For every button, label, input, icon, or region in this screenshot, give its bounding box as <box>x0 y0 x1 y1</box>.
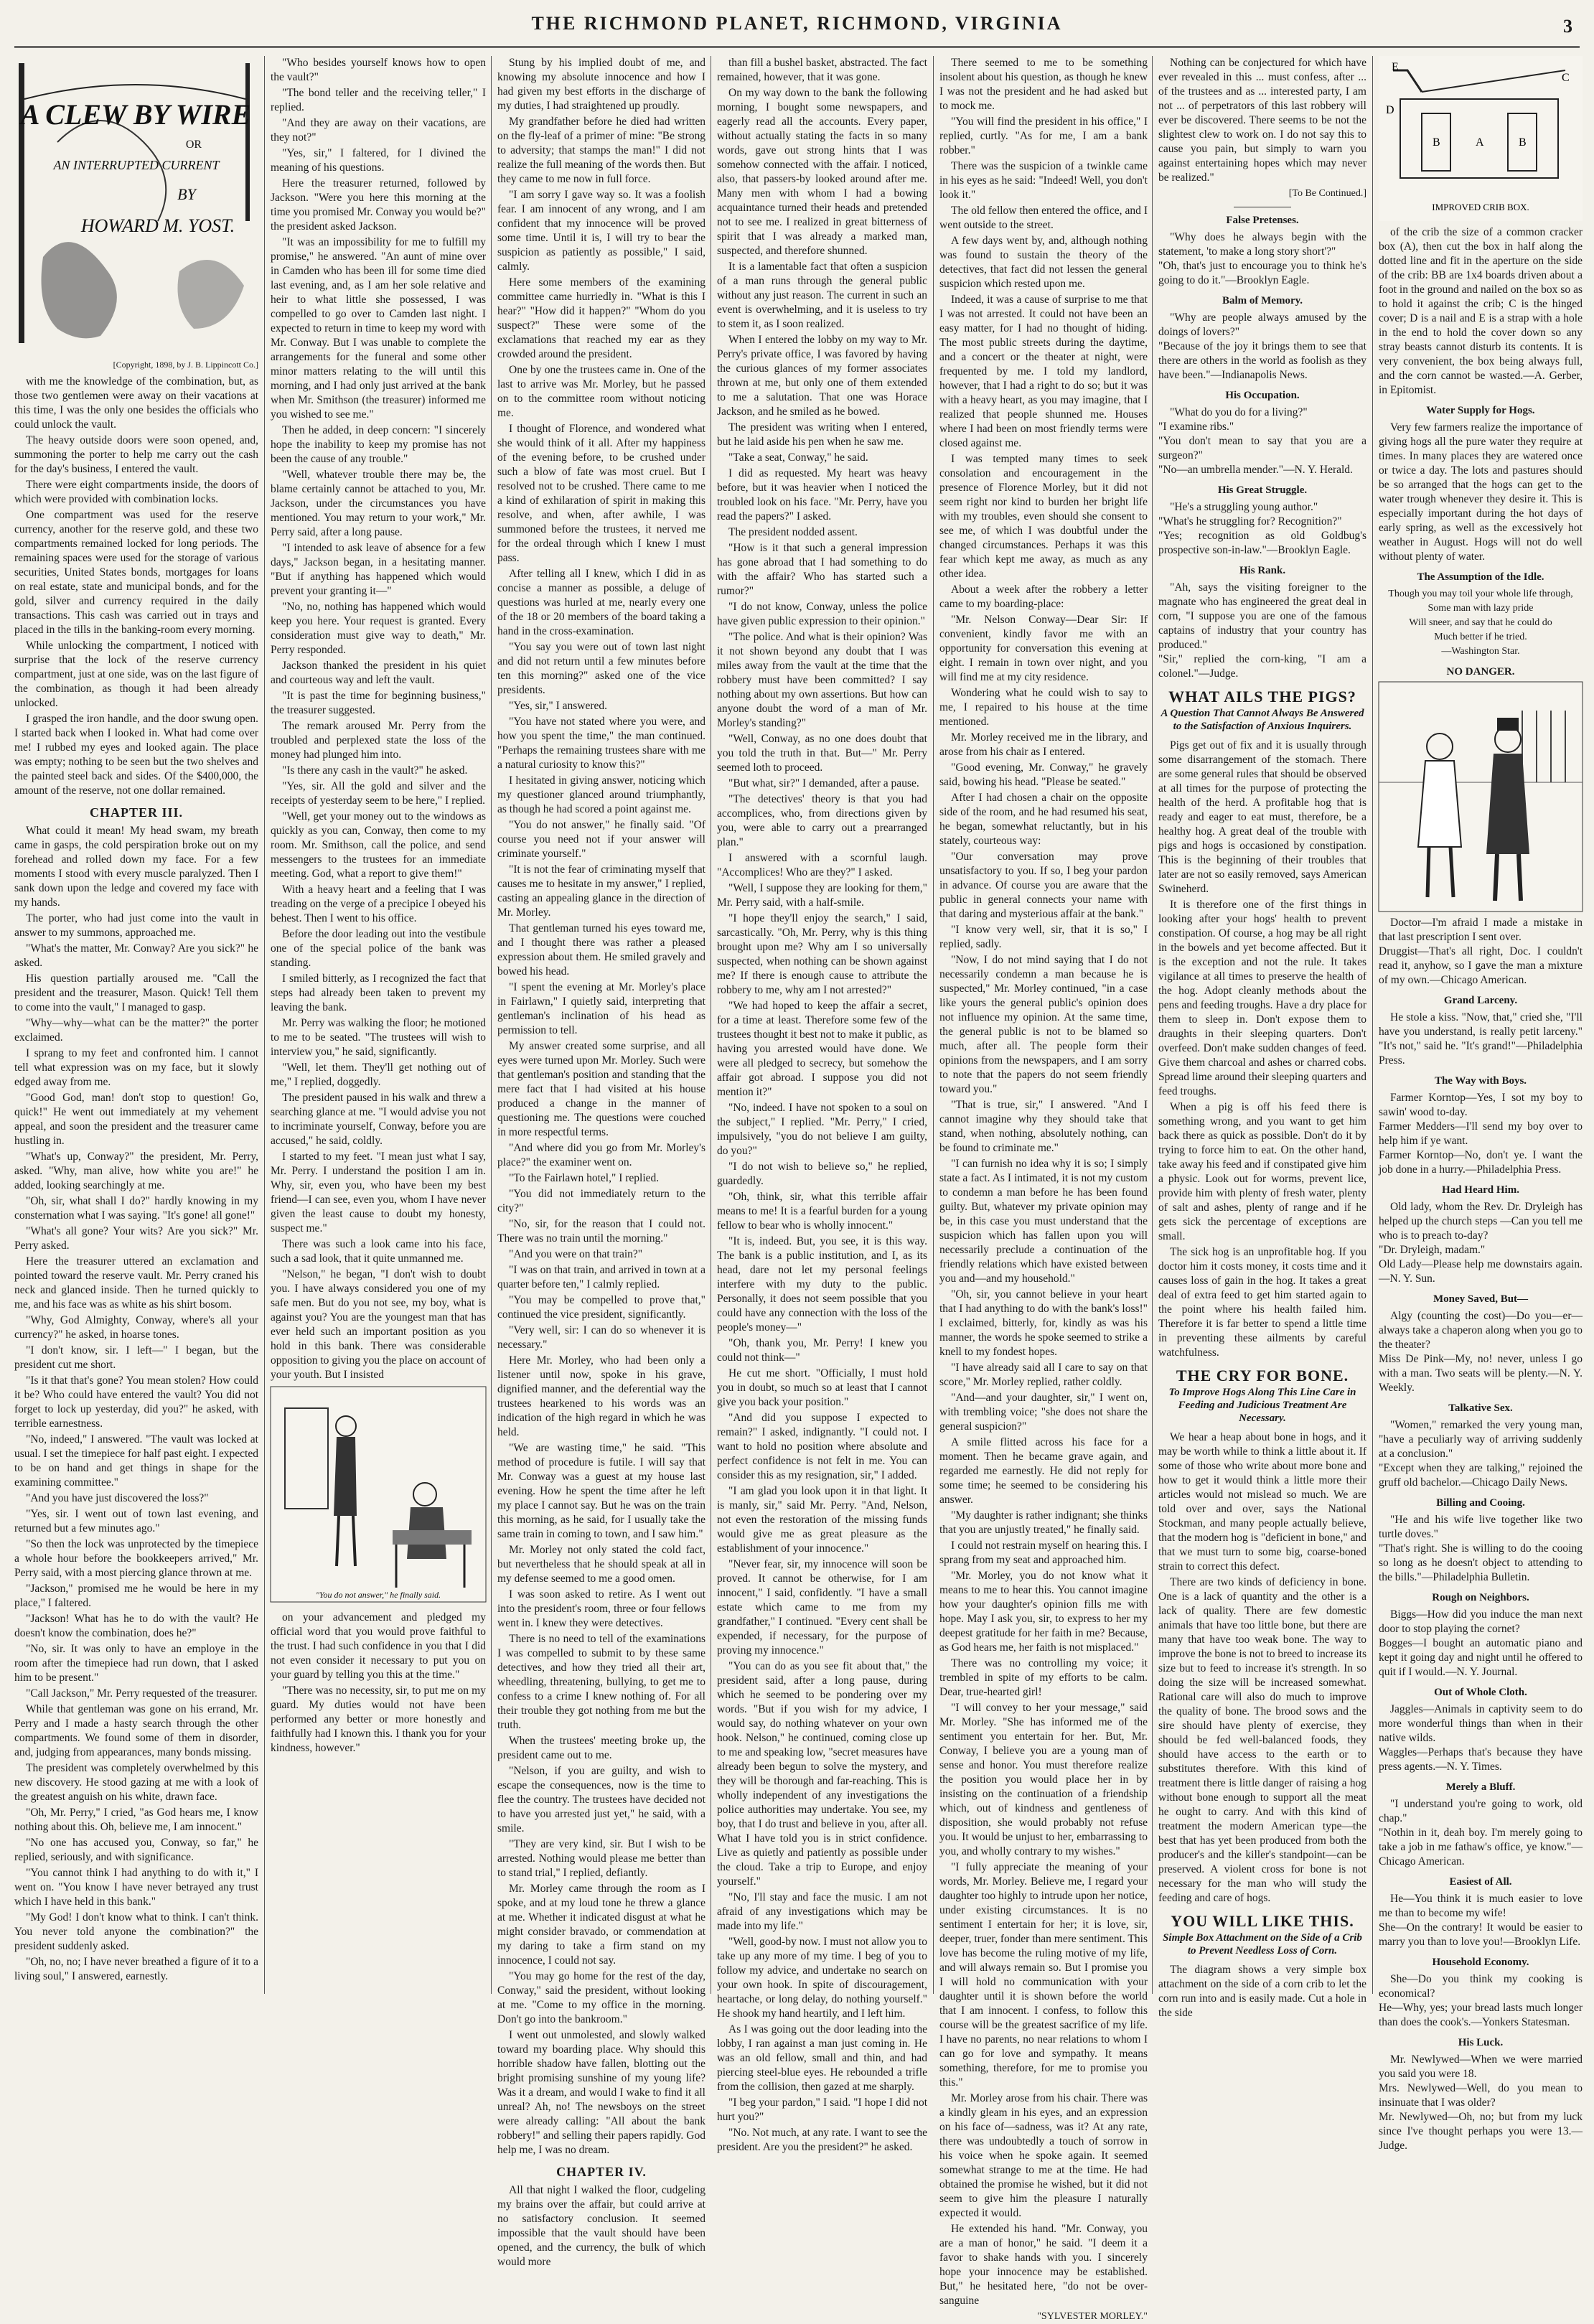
story-paragraph: "No. Not much, at any rate. I want to see the president. Are you the president?" he asked. <box>717 2127 927 2153</box>
story-title-illustration <box>14 56 257 350</box>
poem-line: Much better if he tried. <box>1434 632 1527 642</box>
column-6 <box>1158 56 1366 2019</box>
item-heading: Had Heard Him. <box>1442 1184 1519 1196</box>
story-paragraph: One compartment was used for the reserve currency, another for the reserve gold, and these two compartments remained locked for long periods. The remaining spaces were used for the storage of various securities, United States bonds, mortgages for loans on real estate, state and municipal bonds, and for the gold, silver and currency required in the daily transactions. This cash was carried out in trays and placed in the tills in the banking-room every morning. <box>14 509 258 636</box>
pigs-subtitle: A Question That Cannot Always Be Answered to the Satisfaction of Anxious Inquirers. <box>1161 708 1364 732</box>
story-paragraph: "Yes, sir," I faltered, for I divined the meaning of his questions. <box>271 147 486 174</box>
story-paragraph: "I spent the evening at Mr. Morley's place in Fairlawn," I quietly said, interpreting that gentleman's inclination of his head as permission to tell. <box>497 981 705 1036</box>
story-paragraph: He extended his hand. "Mr. Conway, you are a man of honor," he said. "I deem it a favor to shake hands with you. I sincerely hope your innocence may be established. But," he hesitated here, "do not be over-sanguine <box>939 2223 1148 2307</box>
story-paragraph: The heavy outside doors were soon opened, and, summoning the porter to help me carry out the cash for the day's business, I entered the vault. <box>14 434 258 475</box>
story-paragraph: Then he added, in deep concern: "I sincerely hope the inability to keep my promise has not been the cause of any trouble." <box>271 424 486 465</box>
crib-title: YOU WILL LIKE THIS. <box>1171 1912 1354 1930</box>
item-heading: The Way with Boys. <box>1434 1075 1527 1087</box>
story-paragraph: Mr. Perry was walking the floor; he motioned to me to be seated. "The trustees will wish to interview you," he said, significantly. <box>271 1017 486 1058</box>
story-paragraph: "Jackson," promised me he would be here in my place," I faltered. <box>14 1583 258 1609</box>
story-paragraph: "Oh, sir, what shall I do?" hardly knowing in my consternation what I was saying. "It's gone! all gone!" <box>14 1195 258 1222</box>
copyright-line: [Copyright, 1898, by J. B. Lippincott Co.] <box>113 360 258 370</box>
story-paragraph: All that night I walked the floor, cudgeling my brains over the affair, but could arrive at no satisfactory conclusion. It seemed impossible that the vault should have been opened, and the currency, the bulk of which would more <box>497 2184 705 2268</box>
story-paragraph: Mr. Morley received me in the library, and arose from his chair as I entered. <box>939 731 1148 758</box>
short-items-col7 <box>1379 993 1583 2153</box>
story-paragraph: with me the knowledge of the combination, but, as those two gentlemen were away on their vacations at this time, I was the only one besides the officials who could unlock the vault. <box>14 375 258 431</box>
diagram-label: B <box>1519 136 1527 149</box>
story-paragraph: "It was an impossibility for me to fulfill my promise," he answered. "An aunt of mine over in Camden who has been ill for some time died last evening, and, as I am her sole relative and heir to what little she possessed, I was compelled to go over to Camden last night. I expected to return in time to keep my word with Mr. Conway. But I was unable to complete the arrangements for the funeral and some other minor matters relating to the will until this morning, and I had only just arrived at the bank when Mr. Smithson (the treasurer) informed me you wished to see me." <box>271 236 486 421</box>
item-text: "He and his wife live together like two turtle doves." "That's right. She is willing to do the cooing so long as he doesn't object to attending to the bills."—Philadelphia Bulletin. <box>1379 1514 1583 1583</box>
story-paragraph: One by one the trustees came in. One of the last to arrive was Mr. Morley, but he passed on to the committee room without noticing me. <box>497 364 705 419</box>
story-paragraph: I was soon asked to retire. As I went out into the president's room, three or four fellows went in. I knew they were detectives. <box>497 1588 705 1629</box>
story-paragraph: With a heavy heart and a feeling that I was treading on the verge of a precipice I obeyed his behest. Then I went to his office. <box>271 884 486 924</box>
story-paragraph: "How is it that such a general impression has gone abroad that I had something to do with the affair? Who has started such a rumor?" <box>717 542 927 597</box>
story-paragraph: I did as requested. My heart was heavy before, but it was heavier when I noticed the troubled look on his face. "Mr. Perry, have you read the papers?" I asked. <box>717 467 927 523</box>
item-text: She—Do you think my cooking is economical? He—Why, yes; your bread lasts much longer than does the cook's.—Yonkers Statesman. <box>1379 1973 1583 2028</box>
story-text-col3 <box>497 56 705 2157</box>
story-paragraph: Here Mr. Morley, who had been only a listener until now, spoke in his grave, dignified manner, and the deferential way the trustees hearkened to his words was an indication of the high regard in which he was held. <box>497 1354 705 1438</box>
story-paragraph: The president nodded assent. <box>728 526 858 538</box>
page-number: 3 <box>1563 16 1572 37</box>
item-text: Old lady, whom the Rev. Dr. Dryleigh has helped up the church steps —Can you tell me who is to preach to-day? "Dr. Dryleigh, madam." Old Lady—Please help me downstairs again.—N. Y. Sun. <box>1379 1201 1583 1285</box>
pigs-paragraph: Pigs get out of fix and it is usually through some disarrangement of the stomach. There are some general rules that should be observed at all times for the purpose of protecting the health of the herd. A profitable hog that is ready and eager to eat must, therefore, be a healthy hog. A great deal of the trouble with pigs and hogs is occasioned by constipation. This is the beginning of their troubles that later are not so easily removed, says American Swineherd. <box>1158 739 1366 895</box>
pigs-paragraph: It is therefore one of the first things in looking after your hogs' health to prevent constipation. Of course, a hog may be all right in the bowels and yet become affected. But it is the exception and not the rule. It takes vigilance at all times to preserve the health of the hog. Adopt cleanly methods about the pens and feeding troughs. Have a dry place for them to sleep in. Don't expose them to draughts in their sleeping quarters. Don't overfeed. Don't make sudden changes of feed. Give them charcoal and ashes or charred cobs. Spread lime around their sleeping quarters and feed troughs. <box>1158 899 1366 1097</box>
bone-title: THE CRY FOR BONE. <box>1176 1367 1349 1384</box>
column-7 <box>1379 56 1583 2152</box>
story-paragraph: I thought of Florence, and wondered what she would think of it all. After my happiness of the evening before, to be crushed under such a blow of fate was most cruel. But I resolved not to be crushed. There came to me a kind of exhilaration of spirit in making this resolve, and when, after awhile, I was summoned before the trustees, it nerved me for the ordeal through which I knew I must pass. <box>497 423 705 564</box>
story-paragraph: "Why—why—what can be the matter?" the porter exclaimed. <box>14 1017 258 1044</box>
story-paragraph: "Jackson! What has he to do with the vault? He doesn't know the combination, does he?" <box>14 1613 258 1639</box>
story-paragraph: He cut me short. "Officially, I must hold you in doubt, so much so at least that I cannot give you back your position." <box>717 1367 927 1408</box>
story-paragraph: "I beg your pardon," I said. "I hope I did not hurt you?" <box>717 2096 927 2123</box>
column-divider <box>1372 56 1373 1994</box>
story-paragraph: The president paused in his walk and threw a searching glance at me. "I would advise you not to incriminate yourself, Conway, before you are accused," he said, coldly. <box>271 1092 486 1147</box>
story-paragraph: After I had chosen a chair on the opposite side of the room, and he had resumed his seat, he began, somewhat reluctantly, but in his stately, courteous way: <box>939 792 1148 847</box>
story-paragraph: "Now, I do not mind saying that I do not necessarily condemn a man because he is suspected," Mr. Morley continued, "in a case like yours the general public's opinion does not influence my opinion. At the same time, the general public is not to be blamed so much, after all. The people form their opinions from the newspapers, and I am sorry to note that the papers do not seem friendly toward you." <box>939 954 1148 1095</box>
item-heading: His Rank. <box>1239 565 1286 576</box>
story-paragraph: "Nelson, if you are guilty, and wish to escape the consequences, now is the time to flee the country. The trustees have decided not to have you arrested just yet," he said, with a smile. <box>497 1765 705 1835</box>
story-paragraph: "No, no, nothing has happened which would keep you here. Your request is granted. Every consideration must give way to death," Mr. Perry responded. <box>271 601 486 656</box>
item-text: "He's a struggling young author." "What's he struggling for? Recognition?" "Yes; recognition as old Goldbug's prospective son-in-law."—Brooklyn Eagle. <box>1158 501 1366 556</box>
story-paragraph: "There was no necessity, sir, to put me on my guard. My duties would not have been performed any better or more honestly and faithfully had I known this. I thank you for your kindness, however." <box>271 1685 486 1754</box>
poem-line: —Washington Star. <box>1441 646 1520 657</box>
story-paragraph: than fill a bushel basket, abstracted. The fact remained, however, that it was gone. <box>717 57 927 83</box>
crib-article <box>1158 1963 1366 2020</box>
story-paragraph: I could not restrain myself on hearing this. I sprang from my seat and approached him. <box>939 1540 1148 1566</box>
story-paragraph: That gentleman turned his eyes toward me, and I thought there was rather a pleased expression about them. He smiled gravely and bowed his head. <box>497 922 705 978</box>
story-paragraph: "Who besides yourself knows how to open the vault?" <box>271 57 486 83</box>
story-paragraph: "I don't know, sir. I left—" I began, but the president cut me short. <box>14 1344 258 1371</box>
story-paragraph: There was such a look came into his face, such a sad look, that it quite unmanned me. <box>271 1238 486 1265</box>
story-paragraph: As I was going out the door leading into the lobby, I ran against a man just coming in. He was an old fellow, small and thin, and had piercing steel-blue eyes. He rebounded a trifle from the collision, then gazed at me sharply. <box>717 2023 927 2093</box>
story-paragraph: "And where did you go from Mr. Morley's place?" the examiner went on. <box>497 1142 705 1168</box>
short-items <box>1158 213 1366 681</box>
item-heading: Balm of Memory. <box>1222 295 1303 306</box>
story-paragraph: The old fellow then entered the office, and I went outside to the street. <box>939 205 1148 231</box>
story-paragraph: "I can furnish no idea why it is so; I simply state a fact. As I intimated, it is not my custom to condemn a man before he has been found guilty. But, whatever my private opinion may be, in this case you must understand that the suspicion which has fallen upon you will necessarily preclude a continuation of the friendly relations which have existed between you and—and my household." <box>939 1158 1148 1285</box>
crib-paragraph: The diagram shows a very simple box attachment on the side of a corn crib to let the corn run into and is easily made. Cut a hole in the side <box>1158 1964 1366 2019</box>
bone-subtitle: To Improve Hogs Along This Line Care in Feeding and Judicious Treatment Are Necessary. <box>1168 1387 1356 1424</box>
item-heading: His Occupation. <box>1225 390 1300 401</box>
water-title: Water Supply for Hogs. <box>1426 405 1535 416</box>
story-paragraph: "You did not immediately return to the city?" <box>497 1188 705 1214</box>
story-paragraph: Wondering what he could wish to say to me, I repaired to his house at the time mentioned. <box>939 687 1148 728</box>
story-paragraph: "That is true, sir," I answered. "And I cannot imagine why they should take that stand, when nothing, absolutely nothing, can be found to criminate me." <box>939 1099 1148 1154</box>
bone-paragraph: We hear a heap about bone in hogs, and it may be worth while to think a little about it. If some of those who write about more bone and how to get it would think a little more their articles would not mislead so much. We are told over and over, says the National Stockman, and many people actually believe, that the modern hog is "deficient in bone," and that we must turn to some big, coarse-boned strain to correct this defect. <box>1158 1431 1366 1573</box>
story-paragraph: On my way down to the bank the following morning, I bought some newspapers, and eagerly read all the accounts. Every paper, without actually stating the facts in so many words, gave out strong hints that I was somehow connected with the affair. I noticed, also, that passers-by looked around after me. Many men with whom I had a bowing acquaintance turned their heads and pretended not to see me. I realized in great bitterness of spirit that I was already a marked man, suspected, and therefore shunned. <box>717 87 927 257</box>
story-paragraph: "Call Jackson," Mr. Perry requested of the treasurer. <box>26 1687 258 1700</box>
story-paragraph: "It is, indeed. But, you see, it is this way. The bank is a public institution, and I, as its head, dare not let my personal feelings interfere with my duty to the public. Personally, it does not seem possible that you could have any connection with the loss of the people's money—" <box>717 1235 927 1334</box>
story-paragraph: "You have not stated where you were, and how you spent the time," the man continued. "Perhaps the remaining trustees share with me a natural curiosity to know this?" <box>497 716 705 771</box>
diagram-label: B <box>1433 136 1440 149</box>
story-paragraph: Here some members of the examining committee came hurriedly in. "What is this I hear?" "How did it happen?" "Whom do you suspect?" These were some of the exclamations that reached my ear as they crowded around the president. <box>497 276 705 360</box>
story-paragraph: "No one has accused you, Conway, so far," he replied, seriously, and with significance. <box>14 1837 258 1863</box>
letter-signoff: "SYLVESTER MORLEY." <box>1037 2311 1148 2322</box>
story-paragraph: "I will convey to her your message," said Mr. Morley. "She has informed me of the sentiment you entertain for her. But, Mr. Conway, I believe you are a young man of sense and honor. You must therefore realize the position you would place her in by insisting on the continuation of a friendship which, out of kindness and gentleness of disposition, she would probably not refuse you. It would be unjust to her, embarrassing to you, and wholly contrary to my wishes." <box>939 1702 1148 1857</box>
story-paragraph: While that gentleman was gone on his errand, Mr. Perry and I made a hasty search through the other compartments. We found some of them in disorder, and, judging from appearances, many bonds missing. <box>14 1703 258 1758</box>
story-paragraph: "I am glad you look upon it in that light. It is manly, sir," said Mr. Perry. "And, Nelson, not even the restoration of the missing funds would give me as great pleasure as the establishment of your innocence." <box>717 1485 927 1555</box>
story-paragraph: "No, indeed. I have not spoken to a soul on the subject," I replied. "Mr. Perry," I cried, impulsively, "you do not believe I am guilty, do you?" <box>717 1102 927 1157</box>
story-paragraph: "Nelson," he began, "I don't wish to doubt you. I have always considered you one of my safe men. But do you not see, my boy, what is against you? You are the youngest man that has ever held such an important position as you hold in this bank. There was considerable opposition to giving you the place on account of your youth. But I insisted <box>271 1268 486 1381</box>
story-paragraph: There was the suspicion of a twinkle came in his eyes as he said: "Indeed! Well, you don't look it." <box>939 160 1148 201</box>
story-paragraph: "You will find the president in his office," I replied, curtly. "As for me, I am a bank robber." <box>939 116 1148 156</box>
column-4 <box>717 56 927 2153</box>
item-text: "What do you do for a living?" "I examine ribs." "You don't mean to say that you are a surgeon?" "No—an umbrella mender."—N. Y. Herald. <box>1158 406 1366 476</box>
story-paragraph: My answer created some surprise, and all eyes were turned upon Mr. Morley. Such were that gentleman's position and standing that the mere fact that I had visited at his house produced a change in the manner of questioning me. The questions were couched in more respectful terms. <box>497 1040 705 1138</box>
story-paragraph: "Yes, sir," I answered. <box>509 700 608 712</box>
item-text: Mr. Newlywed—When we were married you said you were 18. Mrs. Newlywed—Well, do you mean to insinuate that I was older? Mr. Newlywed—Oh, no; but from my luck since I've thought perhaps you were 13.—Judge. <box>1379 2053 1583 2152</box>
story-paragraph: "Oh, no, no; I have never breathed a figure of it to a living soul," I answered, earnestly. <box>14 1956 258 1982</box>
diagram-label: E <box>1392 61 1399 73</box>
story-paragraph: "Is it that that's gone? You mean stolen? How could it be? Who could have entered the vault? You did not forget to lock up yesterday, did you?" he asked, with terrible earnestness. <box>14 1374 258 1430</box>
story-paragraph: "But what, sir?" I demanded, after a pause. <box>728 777 919 789</box>
story-paragraph: His question partially aroused me. "Call the president and the treasurer, Mason. Quick! Tell them to come into the vault," I managed to gasp. <box>14 973 258 1013</box>
story-paragraph: "It is not the fear of criminating myself that causes me to hesitate in my answer," I replied, casting an appealing glance in the direction of Mr. Morley. <box>497 863 705 919</box>
story-paragraph: "My daughter is rather indignant; she thinks that you are unjustly treated," he finally said. <box>939 1509 1148 1536</box>
story-paragraph: "Yes, sir. I went out of town last evening, and returned but a few minutes ago." <box>14 1508 258 1535</box>
story-paragraph: "You can do as you see fit about that," the president said, after a long pause, during which he seemed to be pondering over my words. "But if you wish for my advice, I would say, do nothing whatever on your own hook. Nelson," he continued, coming close up to me and speaking low, "secret measures have already been begun to solve the mystery, and they will be thorough and far-reaching. This is wholly independent of any investigations the police authorities may undertake. You see, my boy, that I do trust and believe in you, after all. What I have told you is in strict confidence. Live as quietly and patiently as possible under the cloud. Take a trip to Europe, and enjoy yourself." <box>717 1660 927 1888</box>
pigs-paragraph: The sick hog is an unprofitable hog. If you doctor him it costs money, it costs time and it causes loss of gain in the hog. It takes a great deal of extra feed to get him started again to the point where his health failed him. Therefore it is far better to spend a little time in preventing these ailments by careful watchfulness. <box>1158 1246 1366 1359</box>
meeting-illustration <box>271 1387 486 1602</box>
story-paragraph: "And did you suppose I expected to remain?" I asked, indignantly. "I could not. I want to hold no position where absolute and perfect confidence is not felt in me. You can consider this as my resignation, sir," I added. <box>717 1412 927 1481</box>
item-text: "Women," remarked the very young man, "have a peculiarly way of arriving suddenly at a conclusion." "Except when they are talking," rejoined the gruff old bachelor.—Chicago Daily News. <box>1379 1419 1583 1489</box>
story-text-col3-b <box>497 2183 705 2269</box>
story-paragraph: "Oh, sir, you cannot believe in your heart that I had anything to do with the bank's loss!" I exclaimed, bitterly, for, kindly as was his manner, the words he spoke seemed to strike a knell to my fondest hopes. <box>939 1288 1148 1358</box>
story-paragraph: "Oh, think, sir, what this terrible affair means to me! It is a fearful burden for a young fellow to bear who is wholly innocent." <box>717 1191 927 1232</box>
item-heading: Merely a Bluff. <box>1445 1781 1516 1793</box>
story-paragraph: It is a lamentable fact that often a suspicion of a man runs through the general public without any just reason. The current in such an event is overwhelming, and it is useless to try to stem it, as I soon realized. <box>717 261 927 330</box>
story-paragraph: The porter, who had just come into the vault in answer to my summons, approached me. <box>14 912 258 939</box>
story-paragraph: "I know very well, sir, that it is so," I replied, sadly. <box>939 924 1148 950</box>
crib-box-diagram <box>1379 56 1583 221</box>
story-paragraph: "They are very kind, sir. But I wish to be arrested. Nothing would please me better than to stand trial," I replied, defiantly. <box>497 1838 705 1879</box>
item-heading: Household Economy. <box>1432 1957 1529 1968</box>
item-heading: His Great Struggle. <box>1217 484 1308 496</box>
idle-poem <box>1379 587 1583 659</box>
story-paragraph: Mr. Morley arose from his chair. There was a kindly gleam in his eyes, and an expression on his face of—sadness, was it? At any rate, there was undoubtedly a touch of sorrow in his voice when he spoke again. It seemed somewhat strange to me at the time. He had obtained the promise he wished, but it did not seem to give him the pleasure I naturally expected it would. <box>939 2092 1148 2219</box>
diagram-label: A <box>1476 136 1484 149</box>
diagram-caption: IMPROVED CRIB BOX. <box>1432 202 1529 212</box>
chapter-heading: CHAPTER III. <box>89 805 184 820</box>
story-paragraph: "No, indeed," I answered. "The vault was locked at usual. I set the timepiece for half past eight. I expected to be on hand and get things in shape for the examining committee." <box>14 1433 258 1489</box>
story-paragraph: Before the door leading out into the vestibule one of the special police of the bank was standing. <box>271 928 486 969</box>
crib-paragraph: of the crib the size of a common cracker box (A), then cut the box in half along the dotted line and fit in the aperture on the side of the crib: BB are 1x4 boards driven about a foot in the ground and nailed on the box so as to hold it against the crib; C is the hinged cover; D is a nail and E is a strap with a hole in the end to hold the cover down so any stray beasts cannot disturb its contents. It is very convenient, the box being always full, and the corn cannot be wasted.—A. Gerber, in Epitomist. <box>1379 226 1583 396</box>
story-paragraph: "Good God, man! don't stop to question! Go, quick!" He went out immediately at my vehement appeal, and soon the president and the treasurer came hustling in. <box>14 1092 258 1147</box>
story-paragraph: A smile flitted across his face for a moment. Then he became grave again, and regarded me earnestly. He did not reply for some time; he seemed to be considering his answer. <box>939 1436 1148 1506</box>
story-paragraph: I went out unmolested, and slowly walked toward my boarding place. Why should this horrible shadow have fallen, blotting out the bright promising sunshine of my young life? Was it a dream, and would I wake to find it all unreal? Ah, no! The newsboys on the street were already calling: "All about the bank robbery!" and selling their papers rapidly. God help me, I was no dream. <box>497 2029 705 2156</box>
story-paragraph: "You may go home for the rest of the day, Conway," said the president, without looking at me. "Come to my office in the morning. Don't go into the bankroom." <box>497 1970 705 2025</box>
story-paragraph: My grandfather before he died had written on the fly-leaf of a primer of mine: "Be strong to adversity; that stamps the man!" I did not realize the full meaning of the words then. But they came to me now in full force. <box>497 116 705 185</box>
story-paragraph: Jackson thanked the president in his quiet and courteous way and left the vault. <box>271 660 486 686</box>
story-paragraph: "Mr. Morley, you do not know what it means to me to hear this. You cannot imagine how your daughter's opinion fills me with hope. May I ask you, sir, to express to her my deepest gratitude for her faith in me? Because, as God hears me, her faith is not misplaced." <box>939 1570 1148 1654</box>
story-illustration <box>271 1387 486 1606</box>
story-title-line1: A CLEW BY WIRE <box>20 98 251 131</box>
bone-article <box>1158 1430 1366 1906</box>
story-title-by: BY <box>177 185 196 203</box>
story-paragraph: "So then the lock was unprotected by the timepiece a whole hour before the bookkeepers arrived," Mr. Perry said, with a most piercing glance thrown at me. <box>14 1538 258 1579</box>
story-paragraph: "You do not answer," he finally said. "Of course you need not if your answer will criminate yourself." <box>497 819 705 860</box>
item-heading: Rough on Neighbors. <box>1432 1592 1529 1603</box>
story-paragraph: "I fully appreciate the meaning of your words, Mr. Morley. Believe me, I regard your daughter too highly to intrude upon her notice, under existing circumstances. It is no sentiment I entertain for her; it is love, sir, deeper, truer, fonder than mere sentiment. This love has become the ruling motive of my life, and will always remain so. But I promise you I will hold no communication with your daughter until it is shown before the world that I am innocent. I confess, to follow this course will be the greatest sacrifice of my life. I have no parents, no near relations to whom I can go for love and sympathy. It means something, therefore, for me to promise you this." <box>939 1861 1148 2089</box>
story-paragraph: "Take a seat, Conway," he said. <box>728 451 868 464</box>
story-paragraph: A few days went by, and, although nothing was found to sustain the theory of the detectives, that fact did not lessen the general suspicion which rested upon me. <box>939 235 1148 290</box>
story-paragraph: "And you have just discovered the loss?" <box>26 1492 209 1504</box>
water-text: Very few farmers realize the importance of giving hogs all the pure water they require at times. In many places they are watered once or twice a day. The lots and pastures should be so arranged that the hogs can get to the water trough whenever they desire it. This is especially important during the hot days of early spring, as well as the excessively hot weather in August. Hogs will not do well without plenty of water. <box>1379 421 1583 563</box>
column-divider <box>1152 56 1153 1994</box>
item-heading: False Pretenses. <box>1226 215 1299 226</box>
story-paragraph: "Well, let them. They'll get nothing out of me," I replied, doggedly. <box>271 1062 486 1088</box>
diagram-label: C <box>1562 72 1570 84</box>
item-text: Biggs—How did you induce the man next door to stop playing the cornet? Bogges—I bought an automatic piano and kept it going day and night until he offered to quit if I would.—N. Y. Journal. <box>1379 1608 1583 1678</box>
story-paragraph: "I am sorry I gave way so. It was a foolish fear. I am innocent of any wrong, and I am confident that my innocence will be proved some time. Until it is, I will try to bear the suspicion as patiently as possible," I said, calmly. <box>497 189 705 273</box>
illustration-caption: "You do not answer," he finally said. <box>315 1590 441 1600</box>
story-paragraph: I answered with a scornful laugh. "Accomplices! Who are they?" I asked. <box>717 852 927 878</box>
story-paragraph: What could it mean! My head swam, my breath came in gasps, the cold perspiration broke out on my forehead and rolled down my face. For a few moments I stood with every muscle paralyzed. Then I sank down upon the ledge and covered my face with my hands. <box>14 825 258 909</box>
story-paragraph: I grasped the iron handle, and the door swung open. I started back when I looked in. What had come over me! I rubbed my eyes and looked again. The place was empty; nothing to be seen but the two shelves and the painted steel back and sides. Of the $400,000, the amount of the reserve, not one dollar remained. <box>14 713 258 797</box>
story-paragraph: "We are wasting time," he said. "This method of procedure is futile. I will say that Mr. Conway was a guest at my house last evening. How he spent the time after he left my place I cannot say. But he was on the train this morning, as he said, for I usually take the same train in coming to town, and I saw him." <box>497 1442 705 1540</box>
story-paragraph: "We had hoped to keep the affair a secret, for a time at least. Therefore some few of the trustees thought it best not to make it public, as having you arrested would have done. We were all pledged to secrecy, but somehow the affair got abroad. I suppose you did not mention it?" <box>717 1000 927 1098</box>
story-paragraph: "And—and your daughter, sir," I went on, with trembling voice; "she does not share the general suspicion?" <box>939 1392 1148 1433</box>
item-heading: Talkative Sex. <box>1448 1402 1513 1414</box>
story-text-col1 <box>14 375 258 798</box>
chapter-heading: CHAPTER IV. <box>556 2165 647 2179</box>
diagram-label: D <box>1386 104 1394 116</box>
story-paragraph: "I intended to ask leave of absence for a few days," Jackson began, in a hesitating manner. "But if anything has happened which would prevent your granting it—" <box>271 542 486 597</box>
story-paragraph: "Yes, sir. All the gold and silver and the receipts of yesterday seem to be here," I replied. <box>271 780 486 807</box>
story-paragraph: There is no need to tell of the examinations I was compelled to submit to by these same detectives, and how they tried all their art, wheedling, threatening, bullying, to get me to confess to a crime I knew nothing of. For all their trouble they got nothing from me but the truth. <box>497 1633 705 1731</box>
story-text-col2 <box>271 56 486 1382</box>
story-continuation <box>1158 56 1366 185</box>
story-paragraph: on your advancement and pledged my official word that you would prove faithful to the trust. I had such confidence in you that I did not even consider it necessary to put you on your guard by telling you this at the time." <box>271 1611 486 1681</box>
item-heading: Money Saved, But— <box>1433 1293 1529 1305</box>
story-paragraph: Nothing can be conjectured for which have ever revealed in this ... must confess, after ... of the trustees and as ... interested party, I am not ... of perpetrators of this last robbery will ever be discovered. There seems to be not the slightest clew to work on. I do not say this to cause you pain, but simply to warn you against entertaining hopes which may never be realized." <box>1158 57 1366 184</box>
story-paragraph: "The police. And what is their opinion? Was it not shown beyond any doubt that I was miles away from the vault at the time that the robbery must have been committed? I say nothing about my own assertions. But how can anyone doubt the word of a man of Mr. Morley's standing?" <box>717 631 927 729</box>
column-5 <box>939 56 1148 2322</box>
column-3 <box>497 56 705 2268</box>
story-paragraph: Mr. Morley came through the room as I spoke, and at my loud tone he threw a glance at me. Whether it indicated disgust at what he might consider bravado, or commendation at my daring to take a firm stand on my innocence, I could not say. <box>497 1883 705 1967</box>
story-paragraph: "Oh, thank you, Mr. Perry! I knew you could not think—" <box>717 1337 927 1364</box>
story-paragraph: There was no controlling my voice; it trembled in spite of my efforts to be calm. Dear, true-hearted girl! <box>939 1657 1148 1698</box>
story-paragraph: "It is past the time for beginning business," the treasurer suggested. <box>271 690 486 716</box>
story-paragraph: "What's all gone? Your wits? Are you sick?" Mr. Perry asked. <box>14 1225 258 1252</box>
story-paragraph: "I do not wish to believe so," he replied, guardedly. <box>717 1161 927 1187</box>
story-paragraph: After telling all I knew, which I did in as concise a manner as possible, a deluge of questions was hurled at me, nearly every one of the 18 or 20 members of the board taking a hand in the cross-examination. <box>497 568 705 637</box>
story-text-col5 <box>939 56 1148 2308</box>
story-paragraph: The president was completely overwhelmed by this new discovery. He stood gazing at me with a look of the greatest anguish on his white, drawn face. <box>14 1762 258 1803</box>
item-heading: Out of Whole Cloth. <box>1434 1687 1527 1698</box>
story-paragraph: While unlocking the compartment, I noticed with surprise that the lock of the reserve currency compartment, just at one side, was on the last figure of the combination, as though it had been already unlocked. <box>14 639 258 709</box>
story-paragraph: I hesitated in giving answer, noticing which my questioner glanced around triumphantly, as though he had scored a point against me. <box>497 774 705 815</box>
item-text: Jaggles—Animals in captivity seem to do more wonderful things than when in their native wilds. Waggles—Perhaps that's because they have press agents.—N. Y. Times. <box>1379 1703 1583 1773</box>
item-text: "Why does he always begin with the statement, 'to make a long story short'?" "Oh, that's just to encourage you to think he's going to do it."—Brooklyn Eagle. <box>1158 231 1366 286</box>
item-text: "I understand you're going to work, old chap." "Nothin in it, deah boy. I'm merely going to take a job in me fathaw's office, ye know."—Chicago American. <box>1379 1798 1583 1868</box>
column-divider <box>491 56 492 1994</box>
story-title-line2: AN INTERRUPTED CURRENT <box>53 158 220 172</box>
story-paragraph: "Our conversation may prove unsatisfactory to you. If so, I beg your pardon in advance. Of course you are aware that the public in general connects your name with that daring and mysterious affair at the bank." <box>939 851 1148 920</box>
nodanger-title: NO DANGER. <box>1446 666 1515 678</box>
story-paragraph: "Good evening, Mr. Conway," he gravely said, bowing his head. "Please be seated." <box>939 762 1148 788</box>
poem-line: Some man with lazy pride <box>1427 603 1534 614</box>
story-paragraph: There seemed to me to be something insolent about his question, as though he knew I was not the president and he had asked but to mock me. <box>939 57 1148 112</box>
story-paragraph: "You cannot think I had anything to do with it," I went on. "You know I have never betrayed any trust which I have held in this bank." <box>14 1867 258 1908</box>
story-paragraph: I smiled bitterly, as I recognized the fact that steps had already been taken to prevent my leaving the bank. <box>271 973 486 1013</box>
story-text-col2-b <box>271 1611 486 1756</box>
story-paragraph: "The bond teller and the receiving teller," I replied. <box>271 87 486 113</box>
story-paragraph: When I entered the lobby on my way to Mr. Perry's private office, I was favored by having the curious glances of my former associates thrown at me, but only one of them extended to me a salutation. That one was Horace Jackson, and he smiled as he bowed. <box>717 334 927 418</box>
story-paragraph: "And you were on that train?" <box>509 1248 643 1260</box>
story-paragraph: "Is there any cash in the vault?" he asked. <box>282 764 468 777</box>
story-paragraph: "What's up, Conway?" the president, Mr. Perry, asked. "Why, man alive, how white you are!" he added, looking searchingly at me. <box>14 1151 258 1191</box>
story-paragraph: "What's the matter, Mr. Conway? Are you sick?" he asked. <box>14 942 258 969</box>
nodanger-text: Doctor—I'm afraid I made a mistake in that last prescription I sent over. Druggist—That's all right, Doc. I couldn't read it, anyhow, so I gave the man a mixture of my own.—Chicago American. <box>1379 917 1583 986</box>
story-paragraph: Mr. Morley not only stated the cold fact, but nevertheless that he should speak at all in my defense seemed to me a good omen. <box>497 1544 705 1585</box>
story-paragraph: "You may be compelled to prove that," continued the vice president, significantly. <box>497 1294 705 1321</box>
story-paragraph: There were eight compartments inside, the doors of which were provided with combination locks. <box>14 479 258 505</box>
story-paragraph: "My God! I don't know what to think. I can't think. You never told anyone the combination?" the president suddenly asked. <box>14 1911 258 1952</box>
story-author: HOWARD M. YOST. <box>80 215 235 236</box>
poem-line: Will sneer, and say that he could do <box>1409 617 1552 628</box>
item-text: "Ah, says the visiting foreigner to the magnate who has engineered the great deal in corn, "I suppose you are one of the famous captains of industry that your country has produced." "Sir," replied the corn-king, "I am a colonel."—Judge. <box>1158 581 1366 680</box>
crib-article-continued <box>1379 225 1583 398</box>
story-paragraph: "No, sir, for the reason that I could not. There was no train until the morning." <box>497 1218 705 1245</box>
story-paragraph: The president was writing when I entered, but he laid aside his pen when he saw me. <box>717 421 927 448</box>
item-heading: Easiest of All. <box>1449 1876 1512 1888</box>
pigs-title: WHAT AILS THE PIGS? <box>1168 688 1356 706</box>
story-paragraph: "Very well, sir: I can do so whenever it is necessary." <box>497 1324 705 1351</box>
idle-title: The Assumption of the Idle. <box>1417 571 1544 583</box>
pigs-paragraph: When a pig is off his feed there is something wrong, and you want to get him back there as quick as possible. Don't do it by trying to force him to eat. On the other hand, take away his feed and if constipated give him a physic. Look out for worms, prevent lice, provide him with plenty of fresh water, plenty of salt and ashes, plenty of range and if he gets sick the percentage of exceptions are small. <box>1158 1101 1366 1242</box>
story-paragraph: "Well, get your money out to the windows as quickly as you can, Conway, then come to my room. Mr. Smithson, call the police, and send messengers to the trustees for an immediate meeting. God, what a report to give them!" <box>271 810 486 880</box>
story-paragraph: "I was on that train, and arrived in town at a quarter before ten," I calmly replied. <box>497 1264 705 1290</box>
story-paragraph: "Oh, Mr. Perry," I cried, "as God hears me, I know nothing about this. Oh, believe me, I am innocent." <box>14 1807 258 1833</box>
story-title-or: OR <box>185 139 202 151</box>
item-heading: His Luck. <box>1458 2037 1504 2048</box>
story-paragraph: "I hope they'll enjoy the search," I said, sarcastically. "Oh, Mr. Perry, why is this thing brought upon me? Why am I so universally suspected, when nothing can be shown against me? If there is enough cause to attribute the robbery to me, why am I not arrested?" <box>717 912 927 996</box>
item-text: "Why are people always amused by the doings of lovers?" "Because of the joy it brings them to see that there are others in the world as foolish as they have been."—Indianapolis News. <box>1158 311 1366 381</box>
story-paragraph: I was tempted many times to seek consolation and encouragement in the presence of Florence Morley, but it did not seem right nor kind to burden her bright life with my troubles, even should she consent to see me, of which I was doubtful under the changed circumstances. Perhaps it was this fear which kept me away, as much as any other idea. <box>939 453 1148 580</box>
story-paragraph: Indeed, it was a cause of surprise to me that I was not arrested. It could not have been an easy matter, for I had no thought of hiding. The most public streets during the daytime, and a concert or the theater at night, were frequented by me. I told my landlord, however, that I had a right to do so; but it was with a heavy heart, as you may imagine, that I realized that people shunned me. Houses where I had been on most friendly terms were closed against me. <box>939 294 1148 449</box>
story-paragraph: Stung by his implied doubt of me, and knowing my absolute innocence and how I had given my best efforts in the discharge of my duties, I had straightened up proudly. <box>497 57 705 112</box>
to-be-continued: [To Be Continued.] <box>1288 188 1366 199</box>
story-paragraph: "Well, I suppose they are looking for them," Mr. Perry said, with a half-smile. <box>717 882 927 909</box>
column-divider <box>933 56 934 1994</box>
column-2 <box>271 56 486 1994</box>
bone-paragraph: There are two kinds of deficiency in bone. One is a lack of quantity and the other is a lack of quality. There are few domestic animals that have too little bone, but there are many that have too weak bone. The way to improve the bone is not to breed to increase its size but to feed to increase it's strength. In so doing the size will be increased somewhat. Rational care will also do much to improve the quality of bone. The brood sows and the sire should have plenty of exercise, they should be fed well-balanced foods, they should have access to the earth or to substitutes therefore. With this kind of treatment there is little danger of raising a hog without bone enough to support all the meat he ought to carry. And with this kind of treatment the modern American type—the best that has yet been produced from both the producer's and the killer's standpoint—can be preserved. A violent cross for bone is not necessary for the man who will study the feeding and care of hogs. <box>1158 1576 1366 1904</box>
story-paragraph: I sprang to my feet and confronted him. I cannot tell what expression was on my face, but it slowly edged away from me. <box>14 1047 258 1088</box>
story-paragraph: "No, I'll stay and face the music. I am not afraid of any investigations which may be made into my life." <box>717 1891 927 1932</box>
story-paragraph: About a week after the robbery a letter came to my boarding-place: <box>939 584 1148 610</box>
story-text-col1-b <box>14 824 258 1984</box>
column-divider <box>264 56 265 1994</box>
story-paragraph: "Well, whatever trouble there may be, the blame certainly cannot be attached to you, Mr. Jackson, under the circumstances you have mentioned. You may return to your work," Mr. Perry said, after a long pause. <box>271 469 486 538</box>
story-paragraph: "And they are away on their vacations, are they not?" <box>271 117 486 144</box>
story-paragraph: When the trustees' meeting broke up, the president came out to me. <box>497 1735 705 1761</box>
top-rule <box>14 46 1580 48</box>
story-paragraph: "Well, Conway, as no one does doubt that you told the truth in that. But—" Mr. Perry seemed loth to proceed. <box>717 733 927 774</box>
item-text: He stole a kiss. "Now, that," cried she, "I'll have you understand, is really petit larceny." "It's not," said he. "It's grand!"—Philadelphia Press. <box>1379 1011 1583 1067</box>
story-paragraph: "You say you were out of town last night and did not return until a few minutes before ten this morning?" asked one of the vice presidents. <box>497 641 705 696</box>
story-paragraph: "To the Fairlawn hotel," I replied. <box>509 1172 660 1184</box>
story-paragraph: "I do not know, Conway, unless the police have given public expression to their opinion." <box>717 601 927 627</box>
story-paragraph: The remark aroused Mr. Perry from the troubled and perplexed state the loss of the money had plunged him into. <box>271 720 486 761</box>
story-paragraph: I started to my feet. "I mean just what I say, Mr. Perry. I understand the position I am in. Why, sir, even you, who have been my best friend—I can see, even you, whom I have never given the least cause to doubt my honesty, suspect me." <box>271 1151 486 1234</box>
story-paragraph: Here the treasurer returned, followed by Jackson. "Were you here this morning at the time you promised Mr. Conway you would be?" the president asked Jackson. <box>271 177 486 233</box>
pigs-article <box>1158 739 1366 1360</box>
story-paragraph: Here the treasurer uttered an exclamation and pointed toward the reserve vault. Mr. Perry craned his neck and glanced inside. Then he turned quickly to me, and his face was as white as his shirt bosom. <box>14 1255 258 1311</box>
item-heading: Grand Larceny. <box>1443 995 1518 1006</box>
no-danger-illustration <box>1379 682 1583 912</box>
item-text: Algy (counting the cost)—Do you—er—always take a chaperon along when you go to the theater? Miss De Pink—My, no! never, unless I go with a man. Two seats will be plenty.—N. Y. Weekly. <box>1379 1310 1583 1394</box>
column-1 <box>14 56 258 1994</box>
item-heading: Billing and Cooing. <box>1436 1497 1525 1509</box>
masthead: THE RICHMOND PLANET, RICHMOND, VIRGINIA <box>531 13 1063 34</box>
story-paragraph: "No, sir. It was only to have an employe in the room after the timepiece had run down, that I asked him to be present." <box>14 1643 258 1684</box>
story-paragraph: "Well, good-by now. I must not allow you to take up any more of my time. I beg of you to follow my advice, and undertake no search on your own hook. In spite of discouragement, heartache, or long delay, do nothing yourself." He shook my hand heartily, and I left him. <box>717 1936 927 2020</box>
story-paragraph: "Mr. Nelson Conway—Dear Sir: If convenient, kindly favor me with an opportunity for conversation this evening at eight. I remain in town over night, and you will find me at my city residence. <box>939 614 1148 683</box>
item-text: He—You think it is much easier to love me than to become my wife! She—On the contrary! It would be easier to marry you than to love you!—Brooklyn Life. <box>1379 1893 1583 1948</box>
crib-subtitle: Simple Box Attachment on the Side of a Crib to Prevent Needless Loss of Corn. <box>1163 1932 1362 1957</box>
story-paragraph: "I have already said all I care to say on that score," Mr. Morley replied, rather coldly. <box>939 1362 1148 1388</box>
poem-line: Though you may toil your whole life through, <box>1388 589 1573 599</box>
story-paragraph: "The detectives' theory is that you had accomplices, who, from directions given by you, were able to carry out a prearranged plan." <box>717 793 927 848</box>
item-text: Farmer Korntop—Yes, I sot my boy to sawin' wood to-day. Farmer Medders—I'll send my boy over to help him if ye want. Farmer Korntop—No, don't ye. I want the job done in a hurry.—Philadelphia Press. <box>1379 1092 1583 1176</box>
story-paragraph: "Why, God Almighty, Conway, where's all your currency?" he asked, in hoarse tones. <box>14 1314 258 1341</box>
story-paragraph: "Never fear, sir, my innocence will soon be proved. It cannot be otherwise, for I am innocent," I said, confidently. "I have a small estate which came to me from my grandfather," I continued. "Every cent shall be expended, if necessary, for the purpose of proving my innocence." <box>717 1558 927 1657</box>
story-text-col4 <box>717 56 927 2155</box>
